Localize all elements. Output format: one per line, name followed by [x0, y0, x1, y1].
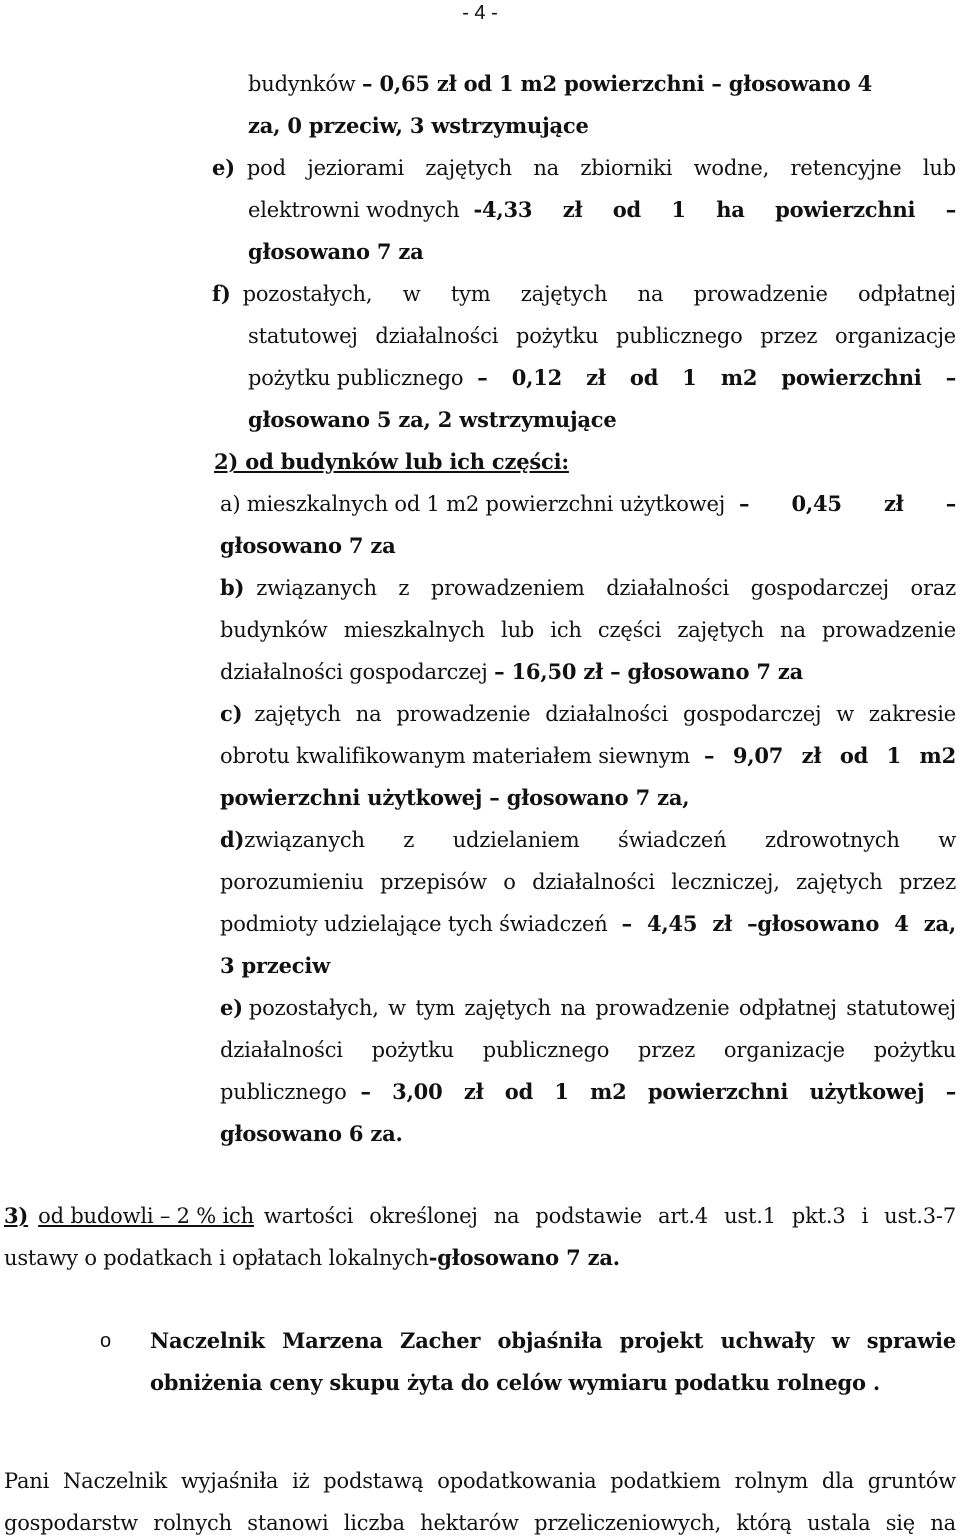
- text-line: f) pozostałych, w tym zajętych na prowadzenie odpłatnej: [212, 281, 956, 306]
- text-line: działalności pożytku publicznego przez organizacje pożytku: [220, 1038, 956, 1062]
- text-line: pożytku publicznego – 0,12 zł od 1 m2 powierzchni –: [248, 365, 956, 390]
- text-line: głosowano 7 za: [220, 533, 396, 558]
- text-line: głosowano 7 za: [248, 239, 424, 264]
- text-line: głosowano 5 za, 2 wstrzymujące: [248, 407, 617, 432]
- text-line: obniżenia ceny skupu żyta do celów wymiaru podatku rolnego .: [150, 1370, 881, 1395]
- text-line: a) mieszkalnych od 1 m2 powierzchni użytkowej – 0,45 zł –: [220, 491, 956, 516]
- text-line: Pani Naczelnik wyjaśniła iż podstawą opodatkowania podatkiem rolnym dla gruntów: [4, 1469, 956, 1493]
- text-line: głosowano 6 za.: [220, 1121, 403, 1146]
- text-line: budynków mieszkalnych lub ich części zajętych na prowadzenie: [220, 618, 956, 642]
- text-line: powierzchni użytkowej – głosowano 7 za,: [220, 785, 690, 810]
- text-line: 3) od budowli – 2 % ich wartości określonej na podstawie art.4 ust.1 pkt.3 i ust.3-7: [4, 1203, 956, 1228]
- text-line: e) pozostałych, w tym zajętych na prowadzenie odpłatnej statutowej: [220, 995, 956, 1020]
- text-line: za, 0 przeciw, 3 wstrzymujące: [248, 113, 589, 138]
- text-line: obrotu kwalifikowanym materiałem siewnym – 9,07 zł od 1 m2: [220, 743, 956, 768]
- text-line: elektrowni wodnych -4,33 zł od 1 ha powierzchni –: [248, 197, 956, 222]
- text-line: d) związanych z udzielaniem świadczeń zdrowotnych w: [220, 827, 956, 852]
- page-number: - 4 -: [462, 2, 498, 24]
- text-line: gospodarstw rolnych stanowi liczba hektarów przeliczeniowych, którą ustala się na: [4, 1511, 956, 1535]
- text-line: c) zajętych na prowadzenie działalności gospodarczej w zakresie: [220, 701, 956, 726]
- text-line: Naczelnik Marzena Zacher objaśniła projekt uchwały w sprawie: [150, 1328, 956, 1353]
- bullet-marker: o: [100, 1330, 112, 1352]
- text-line: ustawy o podatkach i opłatach lokalnych-głosowano 7 za.: [4, 1245, 620, 1270]
- text-line: 3 przeciw: [220, 953, 330, 978]
- text-line: b) związanych z prowadzeniem działalności gospodarczej oraz: [220, 575, 956, 600]
- text-line: podmioty udzielające tych świadczeń – 4,45 zł –głosowano 4 za,: [220, 911, 956, 936]
- text-line: porozumieniu przepisów o działalności leczniczej, zajętych przez: [220, 870, 956, 894]
- text-line: publicznego – 3,00 zł od 1 m2 powierzchni użytkowej –: [220, 1079, 956, 1104]
- section-heading: 2) od budynków lub ich części:: [214, 449, 569, 474]
- text-line: e) pod jeziorami zajętych na zbiorniki wodne, retencyjne lub: [212, 155, 956, 180]
- text-line: budynków – 0,65 zł od 1 m2 powierzchni – głosowano 4: [248, 71, 873, 96]
- text-line: działalności gospodarczej – 16,50 zł – głosowano 7 za: [220, 659, 804, 684]
- text-line: statutowej działalności pożytku publicznego przez organizacje: [248, 324, 956, 348]
